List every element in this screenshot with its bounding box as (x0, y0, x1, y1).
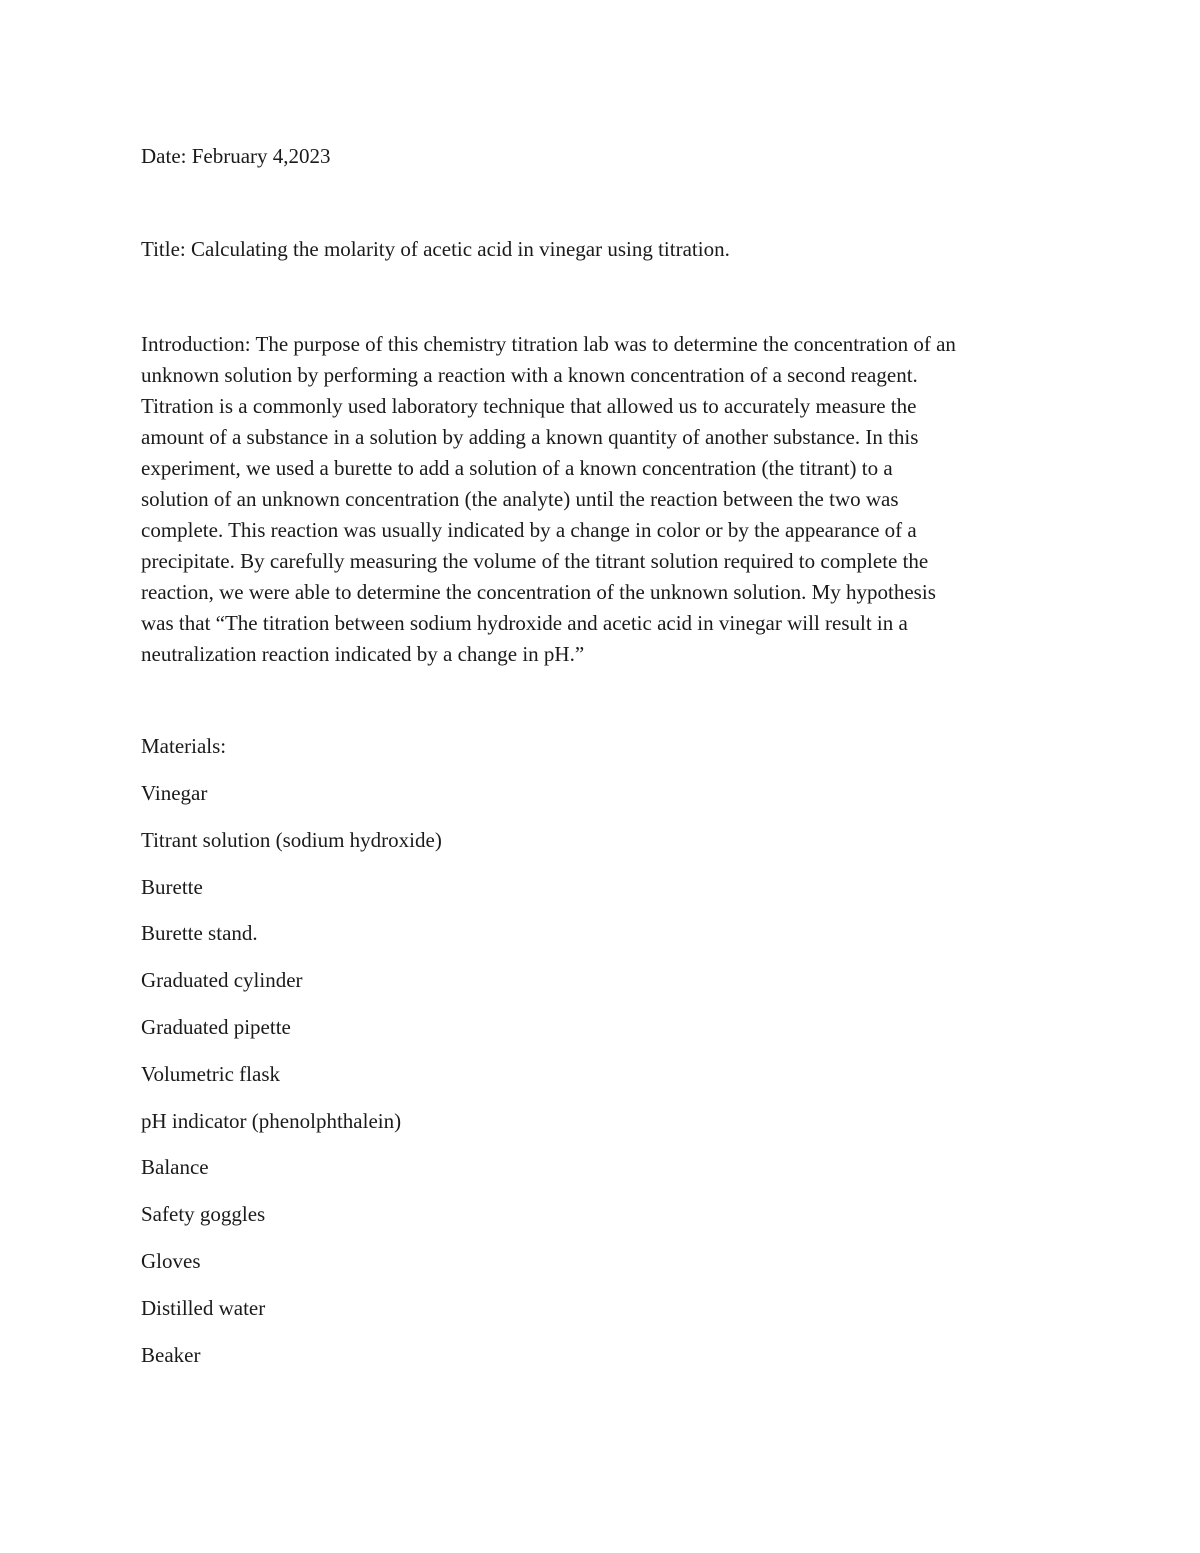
introduction-line: neutralization reaction indicated by a change in pH.” (141, 642, 585, 666)
materials-heading: Materials: (141, 734, 227, 758)
materials-list-item: Beaker (141, 1342, 201, 1367)
materials-list-item: Graduated cylinder (141, 968, 303, 993)
introduction-line: amount of a substance in a solution by adding a known quantity of another substance. In this (141, 425, 919, 449)
materials-list-item: Volumetric flask (141, 1061, 281, 1086)
introduction-line: precipitate. By carefully measuring the volume of the titrant solution required to complete the (141, 549, 929, 573)
introduction-line: Introduction: The purpose of this chemistry titration lab was to determine the concentration of an (141, 332, 956, 356)
materials-list-item: Titrant solution (sodium hydroxide) (141, 827, 442, 852)
materials-list-item: pH indicator (phenolphthalein) (141, 1108, 402, 1133)
introduction-line: was that “The titration between sodium hydroxide and acetic acid in vinegar will result in a (141, 611, 908, 635)
materials-list-item: Vinegar (141, 781, 208, 805)
materials-list-item: Balance (141, 1155, 209, 1180)
introduction-paragraph (141, 329, 1061, 670)
date-line: Date: February 4,2023 (141, 144, 331, 168)
introduction-line: Titration is a commonly used laboratory technique that allowed us to accurately measure the (141, 394, 917, 418)
title-line: Title: Calculating the molarity of acetic acid in vinegar using titration. (141, 237, 730, 261)
introduction-line: experiment, we used a burette to add a solution of a known concentration (the titrant) to a (141, 456, 893, 480)
introduction-line: reaction, we were able to determine the concentration of the unknown solution. My hypothesis (141, 580, 936, 604)
materials-list-item: Safety goggles (141, 1202, 266, 1227)
introduction-line: unknown solution by performing a reaction with a known concentration of a second reagent. (141, 363, 918, 387)
materials-list-item: Burette (141, 874, 203, 899)
materials-list-item: Burette stand. (141, 921, 258, 946)
materials-list-item: Distilled water (141, 1295, 266, 1320)
materials-list-item: Gloves (141, 1248, 201, 1273)
materials-list (141, 780, 442, 1388)
introduction-line: complete. This reaction was usually indicated by a change in color or by the appearance of a (141, 518, 917, 542)
materials-list-item: Graduated pipette (141, 1014, 291, 1039)
introduction-line: solution of an unknown concentration (the analyte) until the reaction between the two was (141, 487, 899, 511)
